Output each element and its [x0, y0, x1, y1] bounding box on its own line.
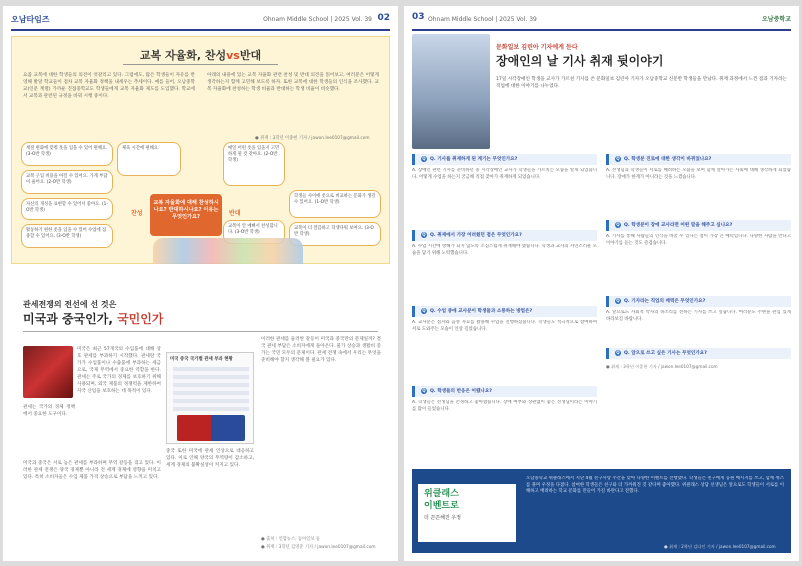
weclass-title-line2: 이벤트로 [424, 501, 459, 511]
question-icon: Q [616, 349, 620, 355]
title-underline [123, 64, 278, 65]
question-icon: Q [616, 221, 620, 227]
students-illustration [153, 238, 303, 264]
debate-title [3, 47, 398, 63]
trade-col-2b [166, 448, 254, 548]
trade-col-2: 미국과 중국은 서로 높은 관세를 부과하며 무역 갈등을 겪고 있다. 이러한 관세 전쟁은 양국 경제뿐 아니라 전 세계 경제에 영향을 미치고 있다. 특히 소비자들은 수입 제품 가격 상승으로 부담을 느끼고 있다. [23, 461, 161, 480]
debate-question-card: 교복 자율화에 대해 찬성하시나요? 반대하시나요? 이유는 무엇인가요? [150, 194, 222, 236]
question-icon: Q [616, 297, 620, 303]
interview-title: 장애인의 날 기사 취재 뒷이야기 [496, 54, 664, 68]
con-tag: 반대 [229, 210, 241, 217]
trade-col-1: 미국은 최근 57개국의 수입품에 대해 상호 관세를 부과하기 시작했다. 관세란 국가가 수입품이나 수출품에 부과하는 세금으로, 국제 무역에서 중요한 역할을 한다. 관세는 주로 국가의 경제를 보호하기 위해 사용되며, 외국 제품의 경쟁력을 제한하여 자국 산업을 보호하는 데 목적이 있다. [77, 347, 161, 394]
trade-chart-table [173, 367, 249, 411]
question-bar [606, 348, 791, 359]
debate-byline: ● 취재 : 3학년 이종현 기자 / jawon.lee0107@gmail.com [255, 136, 370, 141]
question-bar [412, 386, 597, 397]
debate-col-2: 아래의 내용에 있는 교복 자율화 관련 찬성 및 반대 의견을 읽어보고, 여러분은 어떻게 생각하는지 함께 고민해 보도록 하자. 또한 교복에 대한 학생들의 인식을 조사했다. 교복 자율화에 찬성하는 학생 비율과 반대하는 학생 비율이 비슷했다. [207, 73, 379, 92]
answer-text: A. 학생들은 선생님을 존경하고 좋아했습니다. 장애 여부와 상관없이 좋은 선생님이라는 이야기를 많이 들었습니다. [412, 400, 597, 412]
trade-chart [166, 352, 254, 444]
question-text: Q. 학생분 진로에 대한 생각이 바뀌었나요? [624, 157, 712, 162]
pro-tag: 찬성 [131, 210, 143, 217]
question-text: Q. 기사를 취재하게 된 계기는 무엇인가요? [430, 157, 518, 162]
newspaper-brand: 오남타임즈 [11, 15, 50, 24]
trade-photo-fireworks [23, 346, 73, 398]
question-text: Q. 학생들의 반응은 어땠나요? [430, 389, 492, 394]
right-page [404, 6, 799, 561]
con-opinion-bubble: 교복이 더 깔끔하고 학생다워 보여요. (3-O반 학생) [289, 222, 381, 246]
debate-title-suffix: 반대 [239, 49, 262, 62]
question-bar [606, 296, 791, 307]
answer-text: A. 앞으로도 사회적 약자의 목소리를 전하는 기사를 쓰고 싶습니다. 여러분도 주변을 관심 있게 바라보길 바랍니다. [606, 310, 791, 322]
question-bar [606, 154, 791, 165]
question-text: Q. 학생분이 장애 교사라면 어떤 말을 해주고 싶나요? [624, 223, 733, 228]
question-icon: Q [422, 307, 426, 313]
pro-opinion-bubble [117, 142, 181, 176]
question-icon: Q [422, 155, 426, 161]
con-opinion-bubble: 매일 어떤 옷을 입을지 고민하게 될 것 같아요. (2-O반 학생) [223, 142, 285, 186]
answer-text: A. 선생님과 학생들이 서로를 배려하는 모습을 보며 함께 살아가는 사회에 대해 생각하게 되었습니다. 장애가 한계가 아니라는 것을 느꼈습니다. [606, 168, 791, 180]
interview-photo [412, 34, 490, 149]
page-number: 02 [377, 13, 390, 23]
pro-opinion-bubble: 계절 변화에 맞춰 옷을 입을 수 있어 편해요. (3-O반 학생) [21, 142, 113, 166]
school-name: 오남중학교 [762, 16, 791, 23]
newspaper-spread [3, 6, 799, 561]
answer-text: A. 기사를 통해 사람들의 인식을 바꿀 수 있다는 점이 가장 큰 매력입니다. 다양한 사람을 만나고 이야기를 듣는 것도 즐겁습니다. [606, 234, 791, 246]
con-opinion-bubble: 교복이 안 예뻐서 찬성합니다. (3-O반 학생) [223, 220, 285, 244]
question-bar [606, 220, 791, 231]
trade-chart-title: 미국 중국 국가별 관세 부과 현황 [170, 357, 233, 362]
trade-title-rule [23, 331, 378, 332]
trade-col-2b-text: 중국 또한 미국에 관세 인상으로 대응하고 있다. 이로 인해 양국의 무역량이 감소하고, 세계 경제의 불확실성이 커지고 있다. [166, 449, 254, 468]
header-rule [412, 29, 791, 31]
question-text: Q. 수업 중에 교사분이 학생들과 소통하는 방법은? [430, 309, 533, 314]
left-page [3, 6, 398, 561]
interview-byline: ● 취재 : 3학년 이종현 기자 / jawon.lee0107@gmail.com [606, 364, 718, 369]
trade-kicker: 관세전쟁의 전선에 선 것은 [23, 300, 117, 309]
answer-text: A. 교사분은 점자와 음성 자료를 활용해 수업을 진행하셨습니다. 학생들도 적극적으로 참여하며 서로 도와주는 모습이 인상 깊었습니다. [412, 320, 597, 332]
trade-col-3: 이러한 관세를 둘러싼 갈등이 미국과 중국만의 문제일까? 결국 관세 부담은 소비자에게 돌아온다. 물가 상승과 생활비 증가는 국민 모두의 문제이다. 관세 전쟁 속에서 우리는 무엇을 준비해야 할지 생각해 볼 필요가 있다. [261, 337, 381, 363]
pro-opinion-bubble: 교복 구입 비용을 아낄 수 있어요. 가계 부담이 줄어요. (2-O반 학생) [21, 170, 113, 194]
weclass-title-line1: 위클래스 [424, 489, 459, 499]
pro-opinion-text: 체육 시간에 편해요. [122, 146, 160, 151]
question-text: Q. 기자라는 직업의 매력은 무엇인가요? [624, 299, 706, 304]
debate-title-vs: vs [226, 49, 240, 62]
pro-opinion-bubble: 활동하기 편한 옷을 입을 수 있어 수업에 집중할 수 있어요. (3-O반 학생) [21, 224, 113, 248]
interview-kicker: 문화일보 김린아 기자에게 듣다 [496, 44, 578, 51]
trade-title-prefix: 미국과 중국인가, [23, 312, 118, 326]
trade-title [23, 310, 163, 327]
question-text: Q. 앞으로 쓰고 싶은 기사는 무엇인가요? [624, 351, 707, 356]
weclass-body: 오남중학교 위클래스에서 지난 4월 친구사랑 주간을 맞아 다양한 이벤트를 진행했다. 학생들은 친구에게 응원 메시지를 쓰고, 함께 퀴즈를 풀며 우정을 다졌다. 참여한 학생들은 친구와 더 가까워진 것 같다며 좋아했다. 위클래스 상담 선생님은 앞으로도 학생들이 서로를 이해하고 배려하는 학교 문화를 만들어 가길 바란다고 전했다. [526, 476, 784, 495]
trade-chart-caption: ● 출처 : 연합뉴스, 동아일보 등 [261, 537, 321, 542]
weclass-byline: ● 취재 : 2학년 김다인 기자 / jawon.lee0107@gmail.com [664, 544, 776, 549]
trade-col-1b [23, 404, 75, 456]
flags-image [177, 415, 245, 441]
con-opinion-bubble: 학생들 사이에 옷으로 비교하는 문화가 생길 수 있어요. (1-O반 학생) [289, 190, 381, 218]
weclass-title-card [418, 484, 516, 542]
answer-text: A. 장애인 관련 기사를 준비하던 중 시각장애인 교사가 학생들을 가르치는 모습을 알게 되었습니다. 어떻게 수업을 하는지 궁금해 직접 찾아가 취재하게 되었습니다. [412, 168, 597, 180]
question-bar [412, 154, 597, 165]
pro-opinion-bubble: 자신의 개성을 표현할 수 있어서 좋아요. (1-O반 학생) [21, 198, 113, 220]
trade-title-highlight: 국민인가 [117, 312, 164, 326]
interview-lede: 17일 시각장애인 학생을 교사가 가르친 기사를 쓴 문화일보 김린아 기자가 오남중학교 신문반 학생들을 만났다. 취재 과정에서 느낀 점과 기자라는 직업에 대한 이야기를 나누었다. [496, 77, 787, 89]
debate-col-1: 요즘 교복에 대한 학생들의 의견이 엇갈리고 있다. 그럼에도, 많은 학생들이 자유를 반영해 발달 학교들이 점차 교복 자율화 정책을 내세우는 추세이다. 예를 들어, 오남중학교(인문 계열) 가까운 진접중학교도 학생들에게 교복 자율화 제도를 도입했다. 학교에서 교복과 관련된 규정을 바꿔 시행 중이다. [23, 73, 195, 99]
trade-byline: ● 취재 : 3학년 김영준 기자 / jawon.lee0107@gmail.com [261, 545, 376, 550]
question-icon: Q [422, 231, 426, 237]
page-header-text: Ohnam Middle School | 2025 Vol. 39 [263, 16, 372, 23]
question-icon: Q [422, 387, 426, 393]
header-rule [11, 29, 390, 31]
page-header-text: Ohnam Middle School | 2025 Vol. 39 [428, 16, 537, 23]
question-text: Q. 취재에서 가장 어려웠던 점은 무엇인가요? [430, 233, 522, 238]
question-icon: Q [616, 155, 620, 161]
trade-col-1b-text: 관세는 국가의 경제 정책에서 중요한 도구이다. [23, 405, 75, 417]
question-bar [412, 306, 597, 317]
answer-text: A. 수업 시간에 방해가 되지 않도록 조심스럽게 취재해야 했습니다. 학생과 교사의 자연스러운 모습을 담기 위해 노력했습니다. [412, 244, 597, 256]
debate-title-prefix: 교복 자율화, 찬성 [139, 49, 227, 62]
weclass-subtitle: 더 끈끈해진 우정 [424, 515, 461, 521]
question-bar [412, 230, 597, 241]
page-number: 03 [412, 12, 425, 22]
